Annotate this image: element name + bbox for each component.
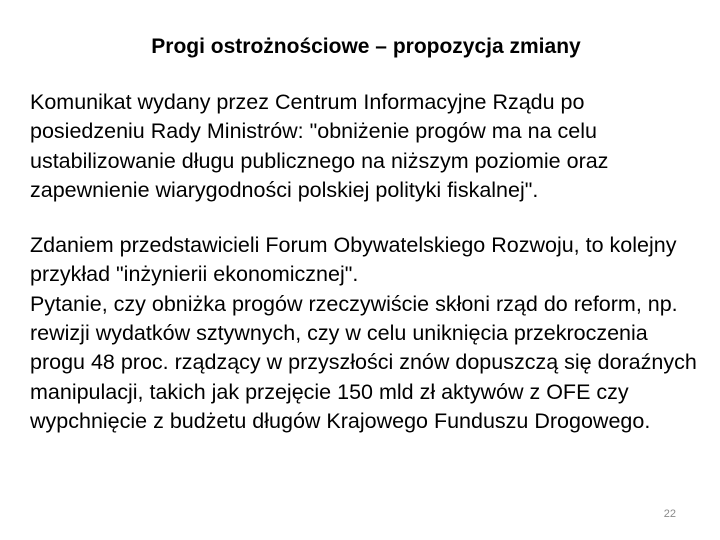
slide-title: Progi ostrożnościowe – propozycja zmiany: [151, 35, 581, 58]
page-number: 22: [663, 508, 676, 520]
paragraph-government-communique: Komunikat wydany przez Centrum Informacyjne Rządu po posiedzeniu Rady Ministrów: "obniżenie progów ma na celu ustabilizowanie długu publicznego na niższym poziomie oraz zapewnienie wiarygodności polskiej polityki fiskalnej".: [30, 90, 609, 202]
paragraph-question: Pytanie, czy obniżka progów rzeczywiście skłoni rząd do reform, np. rewizji wydatków sztywnych, czy w celu uniknięcia przekroczenia progu 48 proc. rządzący w przyszłości znów dopuszczą się doraźnych manipulacji, takich jak przejęcie 150 mld zł aktywów z OFE czy wypchnięcie z budżetu długów Krajowego Funduszu Drogowego.: [30, 291, 697, 433]
paragraph-for-opinion: Zdaniem przedstawicieli Forum Obywatelskiego Rozwoju, to kolejny przykład "inżynierii ekonomicznej".: [30, 233, 677, 287]
slide-body: [30, 88, 705, 436]
